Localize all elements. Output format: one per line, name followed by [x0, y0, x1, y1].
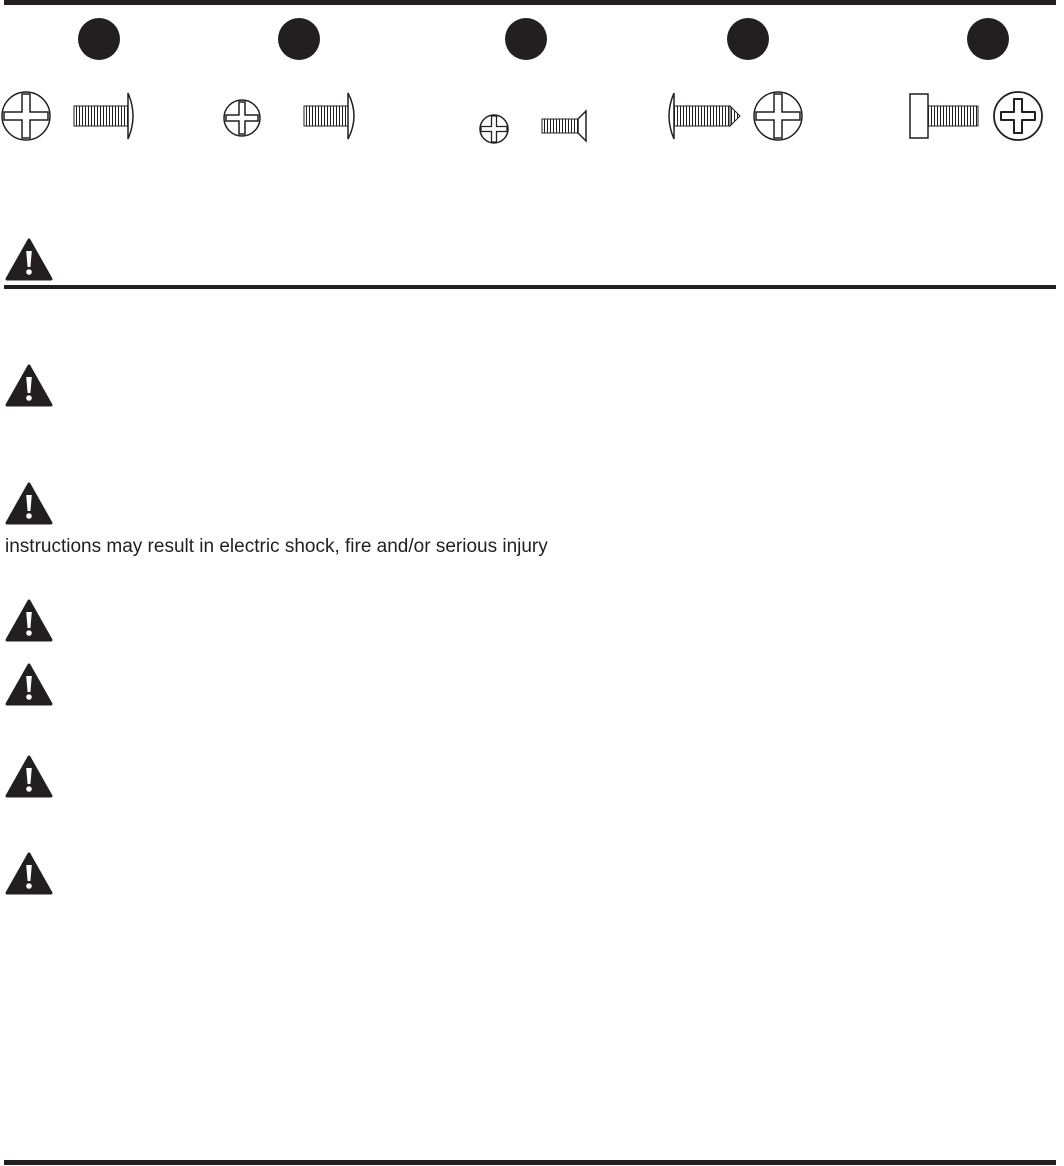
- flat-head-screw-icon: [540, 100, 592, 156]
- bottom-rule: [4, 1160, 1056, 1165]
- hardware-badge-4: [727, 18, 769, 60]
- section-rule: [4, 285, 1056, 289]
- warning-triangle-icon: [5, 852, 53, 895]
- warning-triangle-icon: [5, 238, 53, 281]
- warning-triangle-icon: [5, 364, 53, 407]
- hardware-badge-5: [967, 18, 1009, 60]
- warning-triangle-icon: [5, 663, 53, 706]
- hardware-badge-1: [78, 18, 120, 60]
- pan-head-bolt-icon: [906, 88, 982, 144]
- hardware-badge-2: [278, 18, 320, 60]
- phillips-head-icon: [478, 102, 512, 158]
- warning-triangle-icon: [5, 599, 53, 642]
- warning-triangle-icon: [5, 755, 53, 798]
- phillips-head-icon: [750, 88, 806, 144]
- truss-head-screw-icon: [72, 88, 140, 144]
- phillips-head-icon: [990, 88, 1046, 144]
- warning-instructions-text: instructions may result in electric shock, fire and/or serious injury: [5, 536, 548, 557]
- phillips-head-icon: [0, 88, 56, 144]
- truss-head-screw-icon: [302, 88, 366, 144]
- phillips-head-icon: [222, 88, 266, 144]
- self-tapping-screw-icon: [664, 88, 744, 144]
- top-rule: [4, 0, 1056, 5]
- hardware-badge-3: [505, 18, 547, 60]
- warning-triangle-icon: [5, 482, 53, 525]
